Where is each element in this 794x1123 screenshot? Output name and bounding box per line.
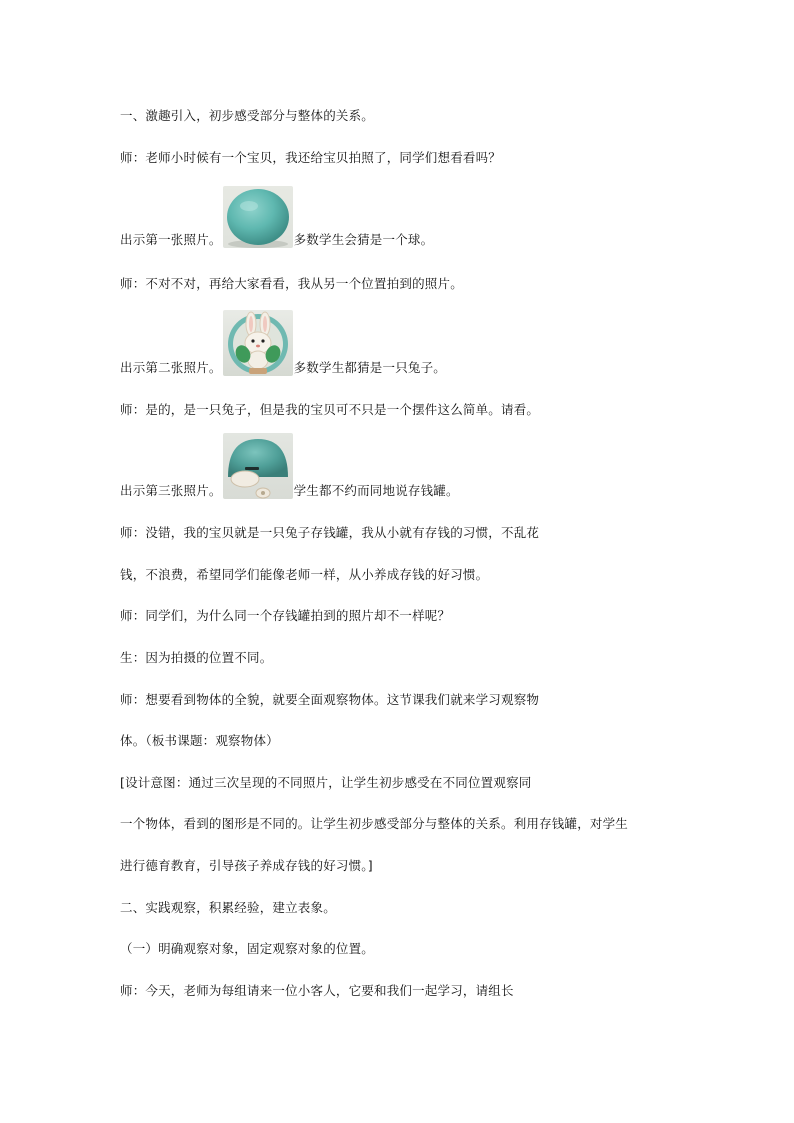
- paragraph-teacher-intro: 师：老师小时候有一个宝贝，我还给宝贝拍照了，同学们想看看吗？: [120, 150, 502, 165]
- paragraph-teacher-topic-1: 师：想要看到物体的全貌，就要全面观察物体。这节课我们就来学习观察物: [120, 692, 540, 707]
- section-heading-2: 二、实践观察，积累经验，建立表象。: [120, 900, 336, 915]
- paragraph-teacher-question: 师：同学们，为什么同一个存钱罐拍到的照片却不一样呢？: [120, 608, 451, 623]
- paragraph-photo-1: [120, 186, 433, 248]
- paragraph-teacher-third: 师：是的，是一只兔子，但是我的宝贝可不只是一个摆件这么简单。请看。: [120, 402, 540, 417]
- paragraph-student-answer: 生：因为拍摄的位置不同。: [120, 650, 273, 665]
- photo-1-trail-text: 多数学生会猜是一个球。: [293, 232, 434, 247]
- photo-3-trail-text: 学生都不约而同地说存钱罐。: [293, 483, 459, 498]
- green-ball-photo: [223, 186, 293, 248]
- photo-3-lead-text: 出示第三张照片。: [120, 483, 222, 498]
- paragraph-teacher-second: 师：不对不对，再给大家看看，我从另一个位置拍到的照片。: [120, 276, 463, 291]
- piggy-bank-top-photo: [223, 433, 293, 499]
- design-intent-line-3: 进行德育教育，引导孩子养成存钱的好习惯。]: [120, 858, 373, 873]
- design-intent-line-1: [设计意图：通过三次呈现的不同照片，让学生初步感受在不同位置观察同: [120, 775, 532, 790]
- paragraph-photo-2: [120, 310, 446, 376]
- subsection-heading-1: （一）明确观察对象，固定观察对象的位置。: [120, 941, 375, 956]
- paragraph-photo-3: [120, 433, 459, 499]
- paragraph-teacher-guest: 师：今天，老师为每组请来一位小客人，它要和我们一起学习，请组长: [120, 983, 514, 998]
- paragraph-teacher-bank-2: 钱，不浪费，希望同学们能像老师一样，从小养成存钱的好习惯。: [120, 567, 489, 582]
- section-heading-1: 一、激趣引入，初步感受部分与整体的关系。: [120, 108, 375, 123]
- paragraph-teacher-topic-2: 体。（板书课题：观察物体）: [120, 733, 279, 748]
- rabbit-front-photo: [223, 310, 293, 376]
- photo-2-lead-text: 出示第二张照片。: [120, 360, 222, 375]
- photo-2-trail-text: 多数学生都猜是一只兔子。: [293, 360, 447, 375]
- paragraph-teacher-bank-1: 师：没错，我的宝贝就是一只兔子存钱罐，我从小就有存钱的习惯，不乱花: [120, 525, 540, 540]
- photo-1-lead-text: 出示第一张照片。: [120, 232, 222, 247]
- design-intent-line-2: 一个物体，看到的图形是不同的。让学生初步感受部分与整体的关系。利用存钱罐，对学生: [120, 816, 629, 831]
